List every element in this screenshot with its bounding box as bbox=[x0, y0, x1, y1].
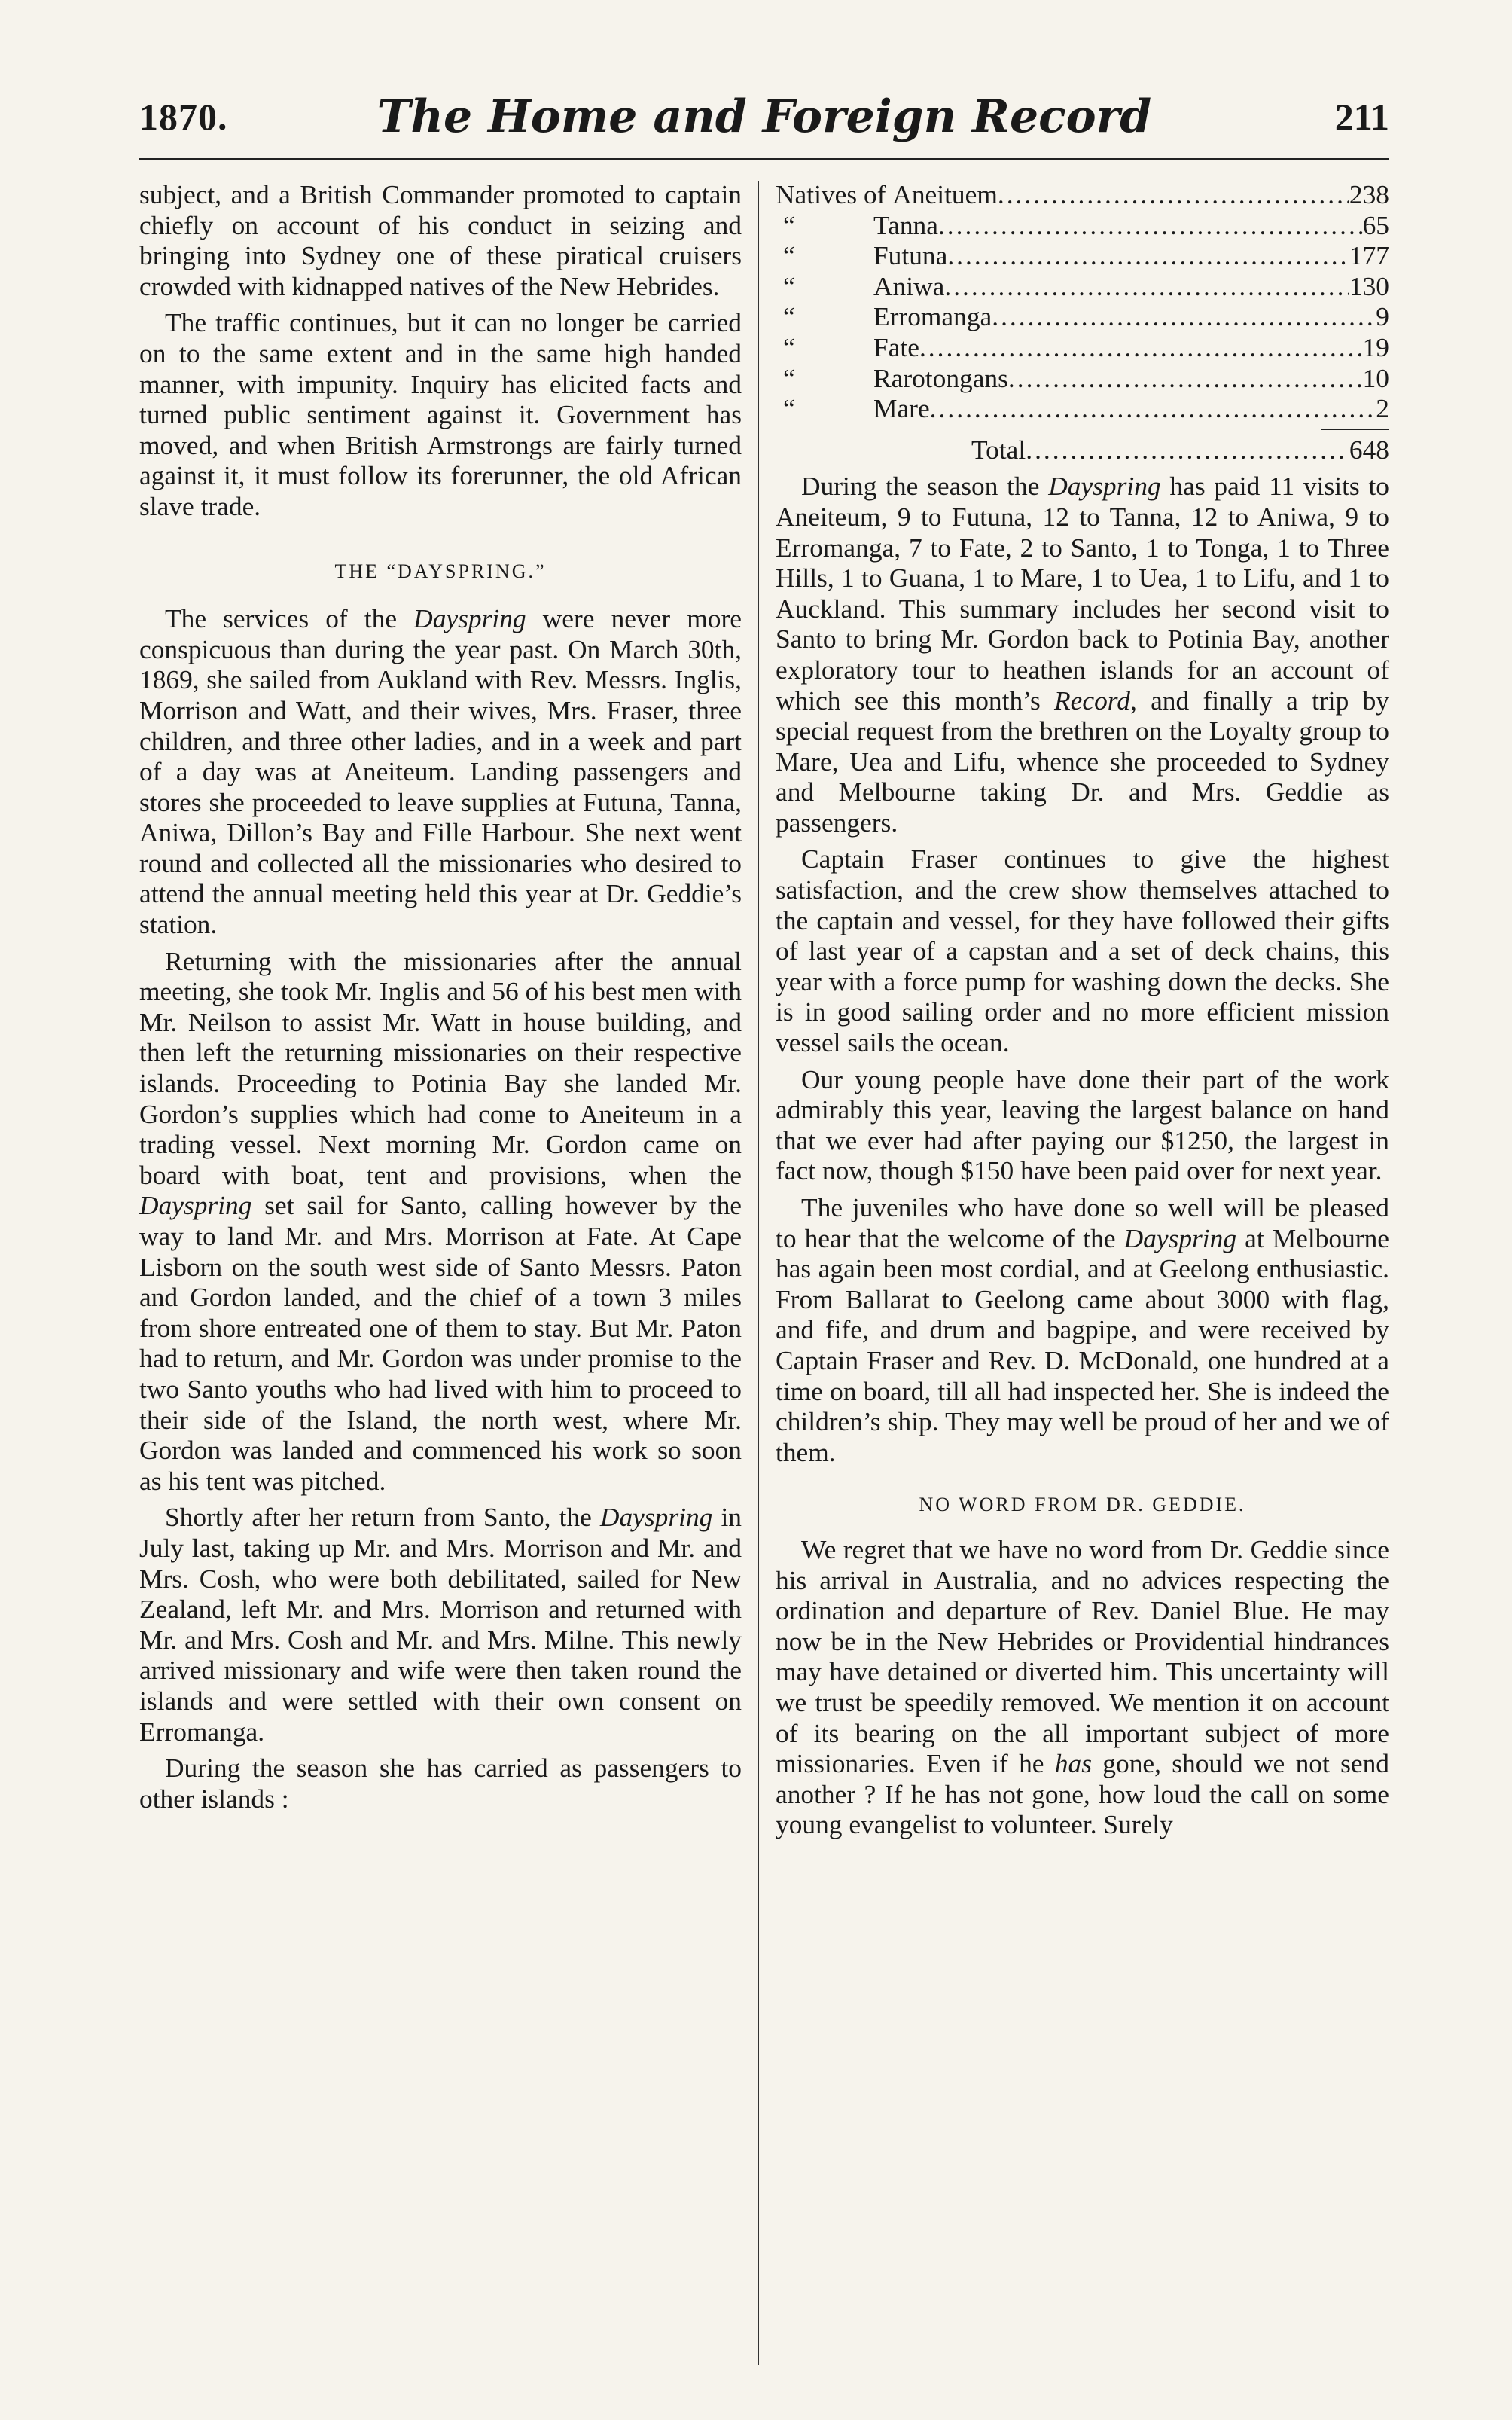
paragraph: Our young people have done their part of the work admirably this year, leaving the largest balance on hand that we ever had after paying our $1250, the largest in fact now, though $150 have been paid over for next year. bbox=[776, 1064, 1389, 1186]
paragraph: During the season she has carried as passengers to other islands : bbox=[139, 1753, 742, 1814]
paragraph: The traffic continues, but it can no longer be carried on to the same extent and in the same high handed manner, with impunity. Inquiry has elicited facts and turned public sentiment against it. Government has moved, and when British Armstrongs are fairly turned against it, it must follow its forerunner, the old African slave trade. bbox=[139, 307, 742, 521]
paragraph: The juveniles who have done so well will be pleased to hear that the welcome of the Dayspring at Melbourne has again been most cordial, and at Geelong enthusiastic. From Ballarat to Geelong came about 3000 with flag, and fife, and drum and bagpipe, and were received by Captain Fraser and Rev. D. McDonald, one hundred at a time on board, till all had inspected her. She is indeed the children’s ship. They may well be proud of her and we of them. bbox=[776, 1192, 1389, 1467]
table-row: “ Tanna ..... 65 bbox=[776, 210, 1389, 241]
right-column bbox=[776, 179, 1389, 1840]
section-heading-no-word: NO WORD FROM DR. GEDDIE. bbox=[919, 1494, 1246, 1516]
table-row: “ Fate ..... 19 bbox=[776, 332, 1389, 363]
table-row: “ Mare ..... 2 bbox=[776, 393, 1389, 424]
table-row: “ Aniwa ..... 130 bbox=[776, 271, 1389, 302]
page-header bbox=[139, 90, 1389, 148]
paragraph: Shortly after her return from Santo, the Dayspring in July last, taking up Mr. and Mrs. Morrison and Mr. and Mrs. Cosh, who were both debilitated, sailed for New Zealand, left Mr. and Mrs. Morrison and returned with Mr. and Mrs. Cosh and Mr. and Mrs. Milne. This newly arrived missionary and wife were then taken round the islands and were settled with their own consent on Erromanga. bbox=[139, 1502, 742, 1747]
paragraph: The services of the Dayspring were never more conspicuous than during the year past. On March 30th, 1869, she sailed from Aukland with Rev. Messrs. Inglis, Morrison and Watt, and their wives, Mrs. Fraser, three children, and three other ladies, and in a week and part of a day was at Aneiteum. Landing passengers and stores she proceeded to leave supplies at Futuna, Tanna, Aniwa, Dillon’s Bay and Fille Harbour. She next went round and collected all the missionaries who desired to attend the annual meeting held this year at Dr. Geddie’s station. bbox=[139, 603, 742, 940]
natives-table bbox=[776, 179, 1389, 465]
header-rule bbox=[139, 158, 1389, 160]
paragraph: Captain Fraser continues to give the highest satisfaction, and the crew show themselves attached to the captain and vessel, for they have followed their gifts of last year of a capstan and a set of deck chains, this year with a force pump for washing down the decks. She is in good sailing order and no more efficient mission vessel sails the ocean. bbox=[776, 844, 1389, 1058]
paragraph: subject, and a British Commander promoted to captain chiefly on account of his conduct in seizing and bringing into Sydney one of these piratical cruisers crowded with kidnapped natives of the New Hebrides. bbox=[139, 179, 742, 301]
column-divider bbox=[758, 181, 759, 2365]
total-label: Total bbox=[971, 434, 1026, 465]
paragraph: We regret that we have no word from Dr. Geddie since his arrival in Australia, and no advices respecting the ordination and departure of Rev. Daniel Blue. He may now be in the New Hebrides or Providential hindrances may have detained or diverted him. This uncertainty will we trust be speedily removed. We mention it on account of its bearing on the all important subject of more missionaries. Even if he has gone, should we not send another ? If he has not gone, how loud the call on some young evangelist to volunteer. Surely bbox=[776, 1533, 1389, 1840]
table-row: “ Futuna ..... 177 bbox=[776, 240, 1389, 271]
total-row bbox=[776, 435, 1389, 465]
table-row: Natives of Aneituem ..... 238 bbox=[776, 179, 1389, 210]
header-year: 1870. bbox=[139, 96, 228, 138]
paragraph: Returning with the missionaries after the annual meeting, she took Mr. Inglis and 56 of his best men with Mr. Neilson to assist Mr. Watt in house building, and then left the returning missionaries on their respective islands. Proceeding to Potinia Bay she landed Mr. Gordon’s supplies which had come to Aneiteum in a trading vessel. Next morning Mr. Gordon came on board with boat, tent and provisions, when the Dayspring set sail for Santo, calling however by the way to land Mr. and Mrs. Morrison at Fate. At Cape Lisborn on the south west side of Santo Messrs. Paton and Gordon landed, and the chief of a town 3 miles from shore entreated one of them to stay. But Mr. Paton had to return, and Mr. Gordon was under promise to the two Santo youths who had lived with him to proceed to their side of the Island, the north west, where Mr. Gordon was landed and commenced his work so soon as his tent was pitched. bbox=[139, 945, 742, 1496]
page-number: 211 bbox=[1334, 96, 1389, 138]
table-row: “ Rarotongans ..... 10 bbox=[776, 363, 1389, 394]
section-heading-dayspring: THE “DAYSPRING.” bbox=[334, 560, 547, 582]
left-column bbox=[139, 179, 742, 1814]
paragraph: During the season the Dayspring has paid 11 visits to Aneiteum, 9 to Futuna, 12 to Tanna, 12 to Aniwa, 9 to Erromanga, 7 to Fate, 2 to Santo, 1 to Tonga, 1 to Three Hills, 1 to Guana, 1 to Mare, 1 to Uea, 1 to Lifu, and 1 to Auckland. This summary includes her second visit to Santo to bring Mr. Gordon back to Potinia Bay, another exploratory tour to heathen islands for an account of which see this month’s Record, and finally a trip by special request from the brethren on the Loyalty group to Mare, Uea and Lifu, whence she proceeded to Sydney and Melbourne taking Dr. and Mrs. Geddie as passengers. bbox=[776, 471, 1389, 838]
sum-rule bbox=[1321, 429, 1389, 430]
total-value: 648 bbox=[1349, 434, 1389, 465]
table-row: “ Erromanga ..... 9 bbox=[776, 301, 1389, 332]
journal-title: The Home and Foreign Record bbox=[376, 90, 1152, 143]
